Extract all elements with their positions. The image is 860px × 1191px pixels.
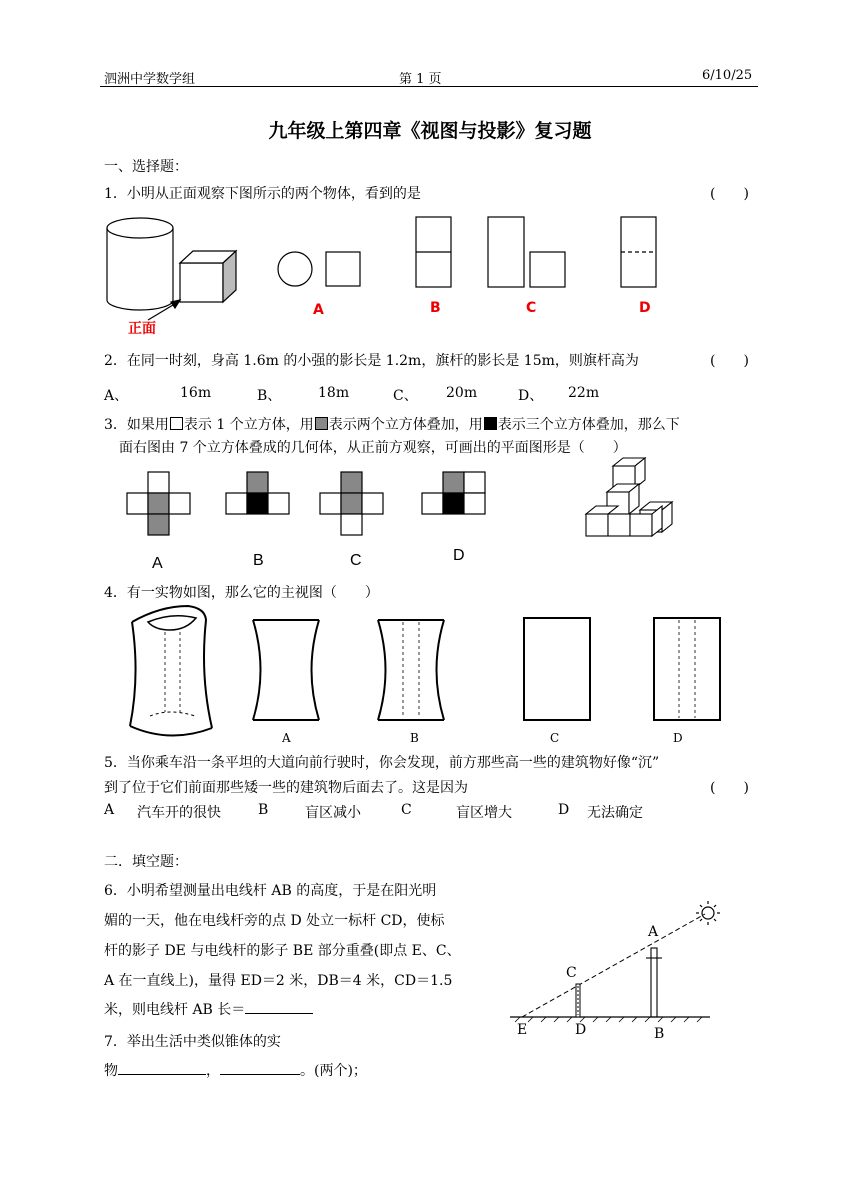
q7-answer-blank-2[interactable] <box>220 1074 300 1075</box>
q2-option-d-letter: D、 <box>518 388 544 404</box>
q7-line-1: 7．举出生活中类似锥体的实 <box>104 1034 281 1050</box>
q4-option-d-label: D <box>673 731 683 745</box>
q3-part-4: 表示三个立方体叠加，那么下 <box>497 417 680 433</box>
label-b: B <box>654 1026 665 1042</box>
q4-text: 4．有一实物如图，那么它的主视图（ ） <box>104 585 379 601</box>
q3-option-d-label: D <box>453 547 465 564</box>
q1-option-b-label: B <box>430 300 441 316</box>
label-c: C <box>566 965 577 981</box>
label-a: A <box>648 924 659 940</box>
header-page: 第 1 页 <box>399 72 442 87</box>
q2-option-c-letter: C、 <box>393 388 418 404</box>
q5-option-d-value: 无法确定 <box>587 805 643 821</box>
q3-option-a-label: A <box>152 555 163 572</box>
q2-option-b-value: 18m <box>318 385 350 401</box>
q4-option-a-label: A <box>282 731 291 745</box>
q4-option-b-label: B <box>410 731 419 745</box>
q7-line-2-end: 。(两个)； <box>300 1063 367 1079</box>
header-date: 6/10/25 <box>702 68 753 83</box>
electric-pole-ab <box>646 948 662 1017</box>
ground-line <box>510 1017 710 1022</box>
q5-option-b-value: 盲区减小 <box>305 805 361 821</box>
q1-option-a-label: A <box>313 302 324 318</box>
q3-part-3: 表示两个立方体叠加，用 <box>328 417 483 433</box>
q5-option-a-letter: A <box>104 802 115 818</box>
q6-line-5-text: 米，则电线杆 AB 长＝ <box>104 1002 246 1018</box>
front-label: 正面 <box>128 321 156 337</box>
q3-option-c-label: C <box>350 552 362 569</box>
header-left: 泗洲中学数学组 <box>104 72 196 87</box>
q2-option-a-letter: A、 <box>104 388 129 404</box>
label-e: E <box>517 1022 528 1038</box>
q7-line-2 <box>104 1060 367 1080</box>
q6-line-3: 杆的影子 DE 与电线杆的影子 BE 部分重叠(即点 E、C、 <box>104 943 461 959</box>
q3-option-b-label: B <box>253 552 264 569</box>
q7-line-2-start: 物 <box>104 1063 118 1079</box>
q6-line-4: A 在一直线上)，量得 ED＝2 米，DB＝4 米，CD＝1.5 <box>104 973 453 989</box>
q3-part-2: 表示 1 个立方体，用 <box>183 417 314 433</box>
label-d: D <box>575 1022 587 1038</box>
q3-part-1: 3．如果用 <box>104 417 169 433</box>
q1-option-c-label: C <box>526 300 537 316</box>
section-2-heading: 二．填空题： <box>104 854 188 870</box>
q2-option-b-letter: B、 <box>257 388 282 404</box>
q2-answer-paren: ( ) <box>710 353 749 369</box>
q5-option-b-letter: B <box>258 802 269 818</box>
section-1-heading: 一、选择题： <box>104 159 188 175</box>
q4-option-c-label: C <box>550 731 560 745</box>
sun-icon <box>696 901 720 925</box>
page-title: 九年级上第四章《视图与投影》复习题 <box>268 120 592 142</box>
q2-option-d-value: 22m <box>568 385 600 401</box>
q5-line-1: 5．当你乘车沿一条平坦的大道向前行驶时，你会发现，前方那些高一些的建筑物好像“沉” <box>104 755 660 771</box>
q7-separator: ， <box>206 1063 220 1079</box>
q5-option-c-value: 盲区增大 <box>456 805 512 821</box>
q6-line-2: 媚的一天，他在电线杆旁的点 D 处立一标杆 CD，使标 <box>104 913 445 929</box>
q1-text: 1．小明从正面观察下图所示的两个物体，看到的是 <box>104 186 421 202</box>
marker-pole-cd <box>576 984 580 1017</box>
q2-text: 2．在同一时刻，身高 1.6m 的小强的影长是 1.2m，旗杆的影长是 15m，则旗杆高为 <box>104 353 639 369</box>
q5-answer-paren: ( ) <box>710 780 749 796</box>
q6-line-1: 6．小明希望测量出电线杆 AB 的高度，于是在阳光明 <box>104 883 437 899</box>
q3-line-2: 面右图由 7 个立方体叠成的几何体，从正前方观察，可画出的平面图形是（ ） <box>119 440 627 456</box>
q5-option-c-letter: C <box>401 802 412 818</box>
q5-line-2: 到了位于它们前面那些矮一些的建筑物后面去了。这是因为 <box>104 780 468 796</box>
q2-option-c-value: 20m <box>446 385 478 401</box>
q2-option-a-value: 16m <box>180 385 212 401</box>
q5-option-a-value: 汽车开的很快 <box>137 805 221 821</box>
sun-ray <box>522 914 705 1017</box>
q1-answer-paren: ( ) <box>710 186 749 202</box>
q5-option-d-letter: D <box>558 802 570 818</box>
q7-answer-blank-1[interactable] <box>118 1074 206 1075</box>
q1-option-d-label: D <box>639 300 651 316</box>
